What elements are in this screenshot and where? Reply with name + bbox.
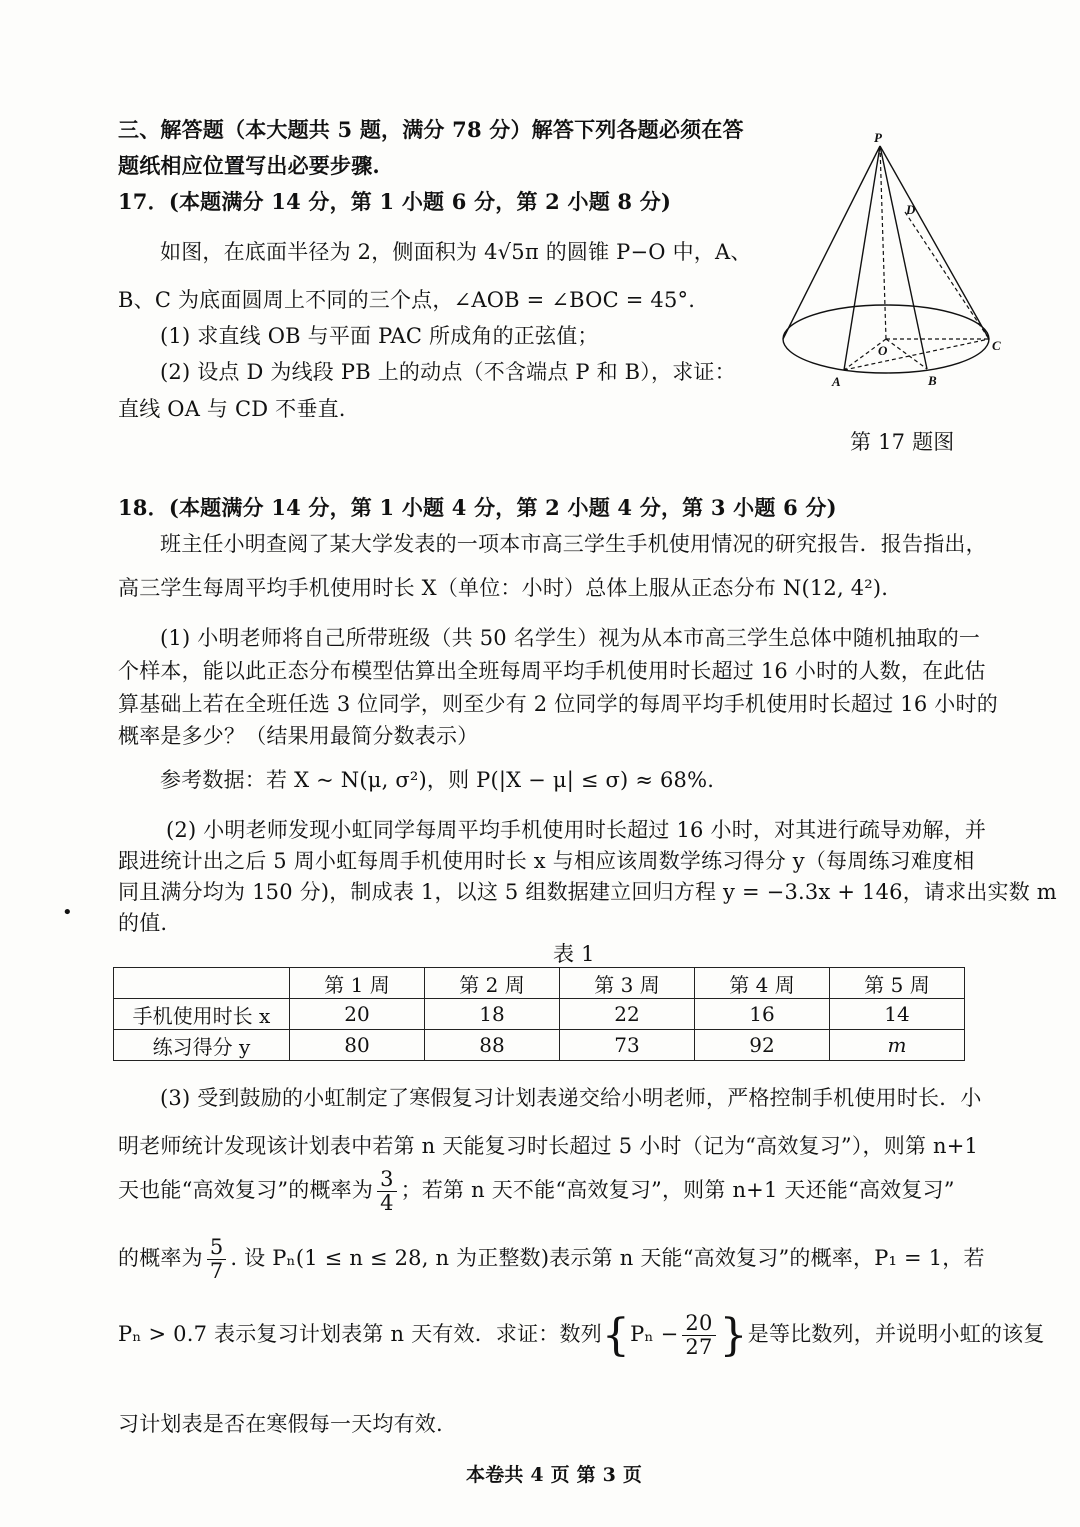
table-cell: 16 [695,999,830,1030]
q18-part3-line5-b: 是等比数列，并说明小虹的该复 [747,1322,1045,1346]
section-heading-line1: 三、解答题（本大题共 5 题，满分 78 分）解答下列各题必须在答 [118,117,744,142]
right-brace: } [719,1310,748,1361]
table-cell: 22 [560,999,695,1030]
q18-part3-line4-a: 的概率为 [118,1246,203,1271]
page-footer: 本卷共 4 页 第 3 页 [466,1464,643,1486]
fraction-denominator: 27 [685,1335,713,1359]
table-header-cell: 第 5 周 [830,968,965,999]
table-cell: 20 [290,999,425,1030]
q18-part3-line5 [118,1310,1045,1361]
fraction-20-27 [682,1312,715,1359]
q18-part3-line2: 明老师统计发现该计划表中若第 n 天能复习时长超过 5 小时（记为“高效复习”），则第 n+1 [118,1134,979,1158]
table-row [114,1030,965,1061]
q18-part3-line5-a: Pₙ > 0.7 表示复习计划表第 n 天有效．求证：数列 [118,1322,602,1346]
label-D: D [906,202,916,217]
segment-DC [905,212,989,339]
table-cell: 18 [425,999,560,1030]
q18-part3-line3-a: 天也能“高效复习”的概率为 [118,1178,374,1203]
generatrix-right [880,146,989,339]
q18-header: 18．(本题满分 14 分，第 1 小题 4 分，第 2 小题 4 分，第 3 小题 6 分) [118,495,837,520]
q18-part2-line4: 的值. [118,911,168,935]
q18-part1-line1: (1) 小明老师将自己所带班级（共 50 名学生）视为从本市高三学生总体中随机抽取的一 [160,626,981,650]
fraction-denominator: 4 [380,1191,394,1216]
sequence-term: Pₙ − [630,1322,679,1346]
table-cell: 88 [425,1030,560,1061]
label-P: P [874,130,882,145]
label-A: A [832,374,841,389]
segment-PB [880,146,927,369]
table-header-cell: 第 2 周 [425,968,560,999]
left-brace: { [601,1310,631,1361]
table-header-cell [114,968,290,999]
fraction-numerator: 3 [377,1168,397,1192]
q18-part2-line2: 跟进统计出之后 5 周小虹每周手机使用时长 x 与相应该周数学练习得分 y（每周练习难度相 [118,849,975,873]
table-cell: 80 [290,1030,425,1061]
fraction-numerator: 20 [682,1312,715,1336]
data-table [113,967,965,1061]
section-heading-line2: 题纸相应位置写出必要步骤. [118,153,380,178]
q17-text-line1: 如图，在底面半径为 2，侧面积为 4√5π 的圆锥 P−O 中，A、 [160,240,752,264]
q18-intro-line2: 高三学生每周平均手机使用时长 X（单位：小时）总体上服从正态分布 N(12, 4²). [118,576,889,600]
fraction-denominator: 7 [209,1259,224,1284]
q18-part3-line3 [118,1168,955,1215]
q17-part1: (1) 求直线 OB 与平面 PAC 所成角的正弦值； [160,324,599,348]
figure-caption: 第 17 题图 [850,430,955,454]
table-row [114,999,965,1030]
q18-part3-line4-b: . 设 Pₙ(1 ≤ n ≤ 28, n 为正整数)表示第 n 天能“高效复习”的概率，P₁ = 1，若 [230,1246,985,1271]
q17-part2-cont: 直线 OA 与 CD 不垂直. [118,397,346,421]
q17-text-line2: B、C 为底面圆周上不同的三个点，∠AOB = ∠BOC = 45°. [118,288,696,312]
table-header-row [114,968,965,999]
q18-part3-line4 [118,1236,985,1283]
table-header-cell: 第 1 周 [290,968,425,999]
q18-part1-line3: 算基础上若在全班任选 3 位同学，则至少有 2 位同学的每周平均手机使用时长超过 16 小时的 [118,692,998,716]
label-C: C [992,338,1001,353]
stray-marks: • [62,902,73,923]
q17-header: 17．(本题满分 14 分，第 1 小题 6 分，第 2 小题 8 分) [118,189,672,214]
q17-part2: (2) 设点 D 为线段 PB 上的动点（不含端点 P 和 B），求证： [160,360,736,384]
table-row-label: 练习得分 y [114,1030,290,1061]
table-header-cell: 第 4 周 [695,968,830,999]
q18-intro-line1: 班主任小明查阅了某大学发表的一项本市高三学生手机使用情况的研究报告．报告指出， [160,532,987,556]
fraction-3-4 [377,1168,397,1215]
table-cell: m [830,1030,965,1061]
table-cell: 14 [830,999,965,1030]
segment-PA [844,146,880,370]
q18-part3-line6: 习计划表是否在寒假每一天均有效. [118,1412,443,1436]
table-title: 表 1 [553,942,595,966]
table-row-label: 手机使用时长 x [114,999,290,1030]
label-O: O [878,343,888,358]
q18-part1-line2: 个样本，能以此正态分布模型估算出全班每周平均手机使用时长超过 16 小时的人数，在此估 [118,659,986,683]
table-header-cell: 第 3 周 [560,968,695,999]
cone-figure [772,128,1032,408]
axis-PO [880,146,886,339]
q18-part2-line1: (2) 小明老师发现小虹同学每周平均手机使用时长超过 16 小时，对其进行疏导劝解，并 [166,818,987,842]
q18-part3-line3-b: ；若第 n 天不能“高效复习”，则第 n+1 天还能“高效复习” [400,1178,955,1203]
q18-part1-line4: 概率是多少？（结果用最简分数表示） [118,724,479,748]
q18-part3-line1: (3) 受到鼓励的小虹制定了寒假复习计划表递交给小明老师，严格控制手机使用时长．小 [160,1086,982,1110]
chord-AC [844,339,989,370]
fraction-numerator: 5 [207,1236,227,1260]
fraction-5-7 [207,1236,227,1283]
q18-part2-line3: 同且满分均为 150 分)，制成表 1，以这 5 组数据建立回归方程 y = −3.3x + 146，请求出实数 m [118,880,1057,904]
table-cell: 73 [560,1030,695,1061]
label-B: B [928,373,937,388]
q18-reference-data: 参考数据：若 X ~ N(μ, σ²)，则 P(|X − μ| ≤ σ) ≈ 68%. [160,768,715,792]
table-cell: 92 [695,1030,830,1061]
